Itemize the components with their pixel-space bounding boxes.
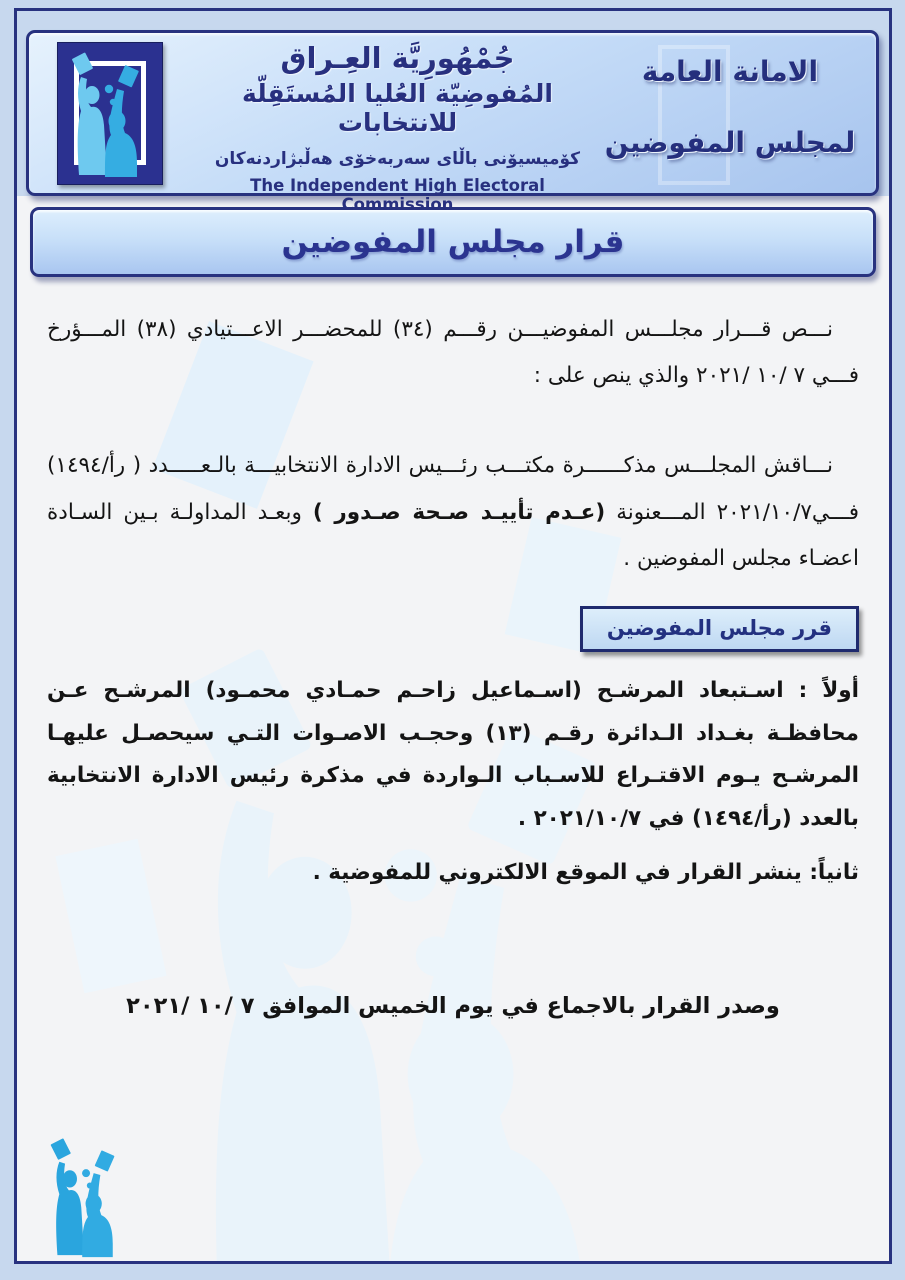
closing-statement: وصدر القرار بالاجماع في يوم الخميس الموافق ٧ /١٠ /٢٠٢١ — [126, 992, 780, 1019]
header-box — [26, 30, 879, 214]
discussion-bold-phrase: (عـدم تأييـد صـحة صـدور ) — [312, 499, 606, 525]
header-center — [214, 41, 581, 214]
footer-ballot-figures-icon — [43, 1135, 131, 1259]
discussion-paragraph — [47, 443, 859, 582]
secretariat-title — [602, 55, 858, 159]
first-clause-paragraph: أولاً : اسـتبعاد المرشـح (اسـماعيل زاحـم حمـادي محمـود) المرشـح عـن محافظـة بغـداد الـدائرة رقـم (١٣) وحجـب الاصـوات التـي سيحصـل عليهـا المرشـح يـوم الاقتـراع للاسـباب الـواردة في مذكرة رئيس الادارة الانتخابية بالعدد (رأ/١٤٩٤) في ٢٠٢١/١٠/٧ . — [47, 678, 859, 831]
decision-title: قرار مجلس المفوضين — [281, 224, 625, 260]
intro-paragraph: نـــص قـــرار مجلـــس المفوضيـــن رقـــم (٣٤) للمحضـــر الاعـــتيادي (٣٨) المـــؤرخ فـــي ٧ /١٠ /٢٠٢١ والذي ينص على : — [47, 317, 859, 389]
secretariat-title-line1: الامانة العامة — [641, 55, 819, 88]
commission-name-arabic: المُفوضِيّة العُليا المُستَقِلّة للانتخابات — [242, 79, 553, 137]
document-body — [17, 196, 889, 1261]
decision-content — [17, 307, 889, 1019]
secretariat-title-line2: لمجلس المفوضين — [604, 126, 856, 159]
country-title: جُمْهُورِيَّة العِـراق — [280, 41, 515, 75]
ballot-figures-icon — [64, 49, 156, 179]
discussion-text-after: وبعـد المداولـة بـين السـادة اعضـاء مجلس المفوضين . — [47, 499, 859, 571]
decided-label-chip: قرر مجلس المفوضين — [580, 606, 859, 652]
commission-name-english: The Independent High Electoral Commission — [250, 176, 545, 214]
discussion-text-before: نـــاقش المجلـــس مذكــــــرة مكتـــب رئـــيس الادارة الانتخابيـــة بالـعـــــدد ( رأ/١٤٩٤) فـــي٢٠٢١/١٠/٧ المـــعنونة — [47, 453, 859, 525]
commission-name-kurdish: كۆميسيۆنی باڵای سەربەخۆی هەڵبژاردنەكان — [214, 149, 581, 169]
commission-logo — [57, 42, 163, 185]
second-clause-paragraph: ثانياً: ينشر القرار في الموقع الالكتروني للمفوضية . — [312, 860, 859, 886]
decision-title-bar — [30, 207, 876, 277]
